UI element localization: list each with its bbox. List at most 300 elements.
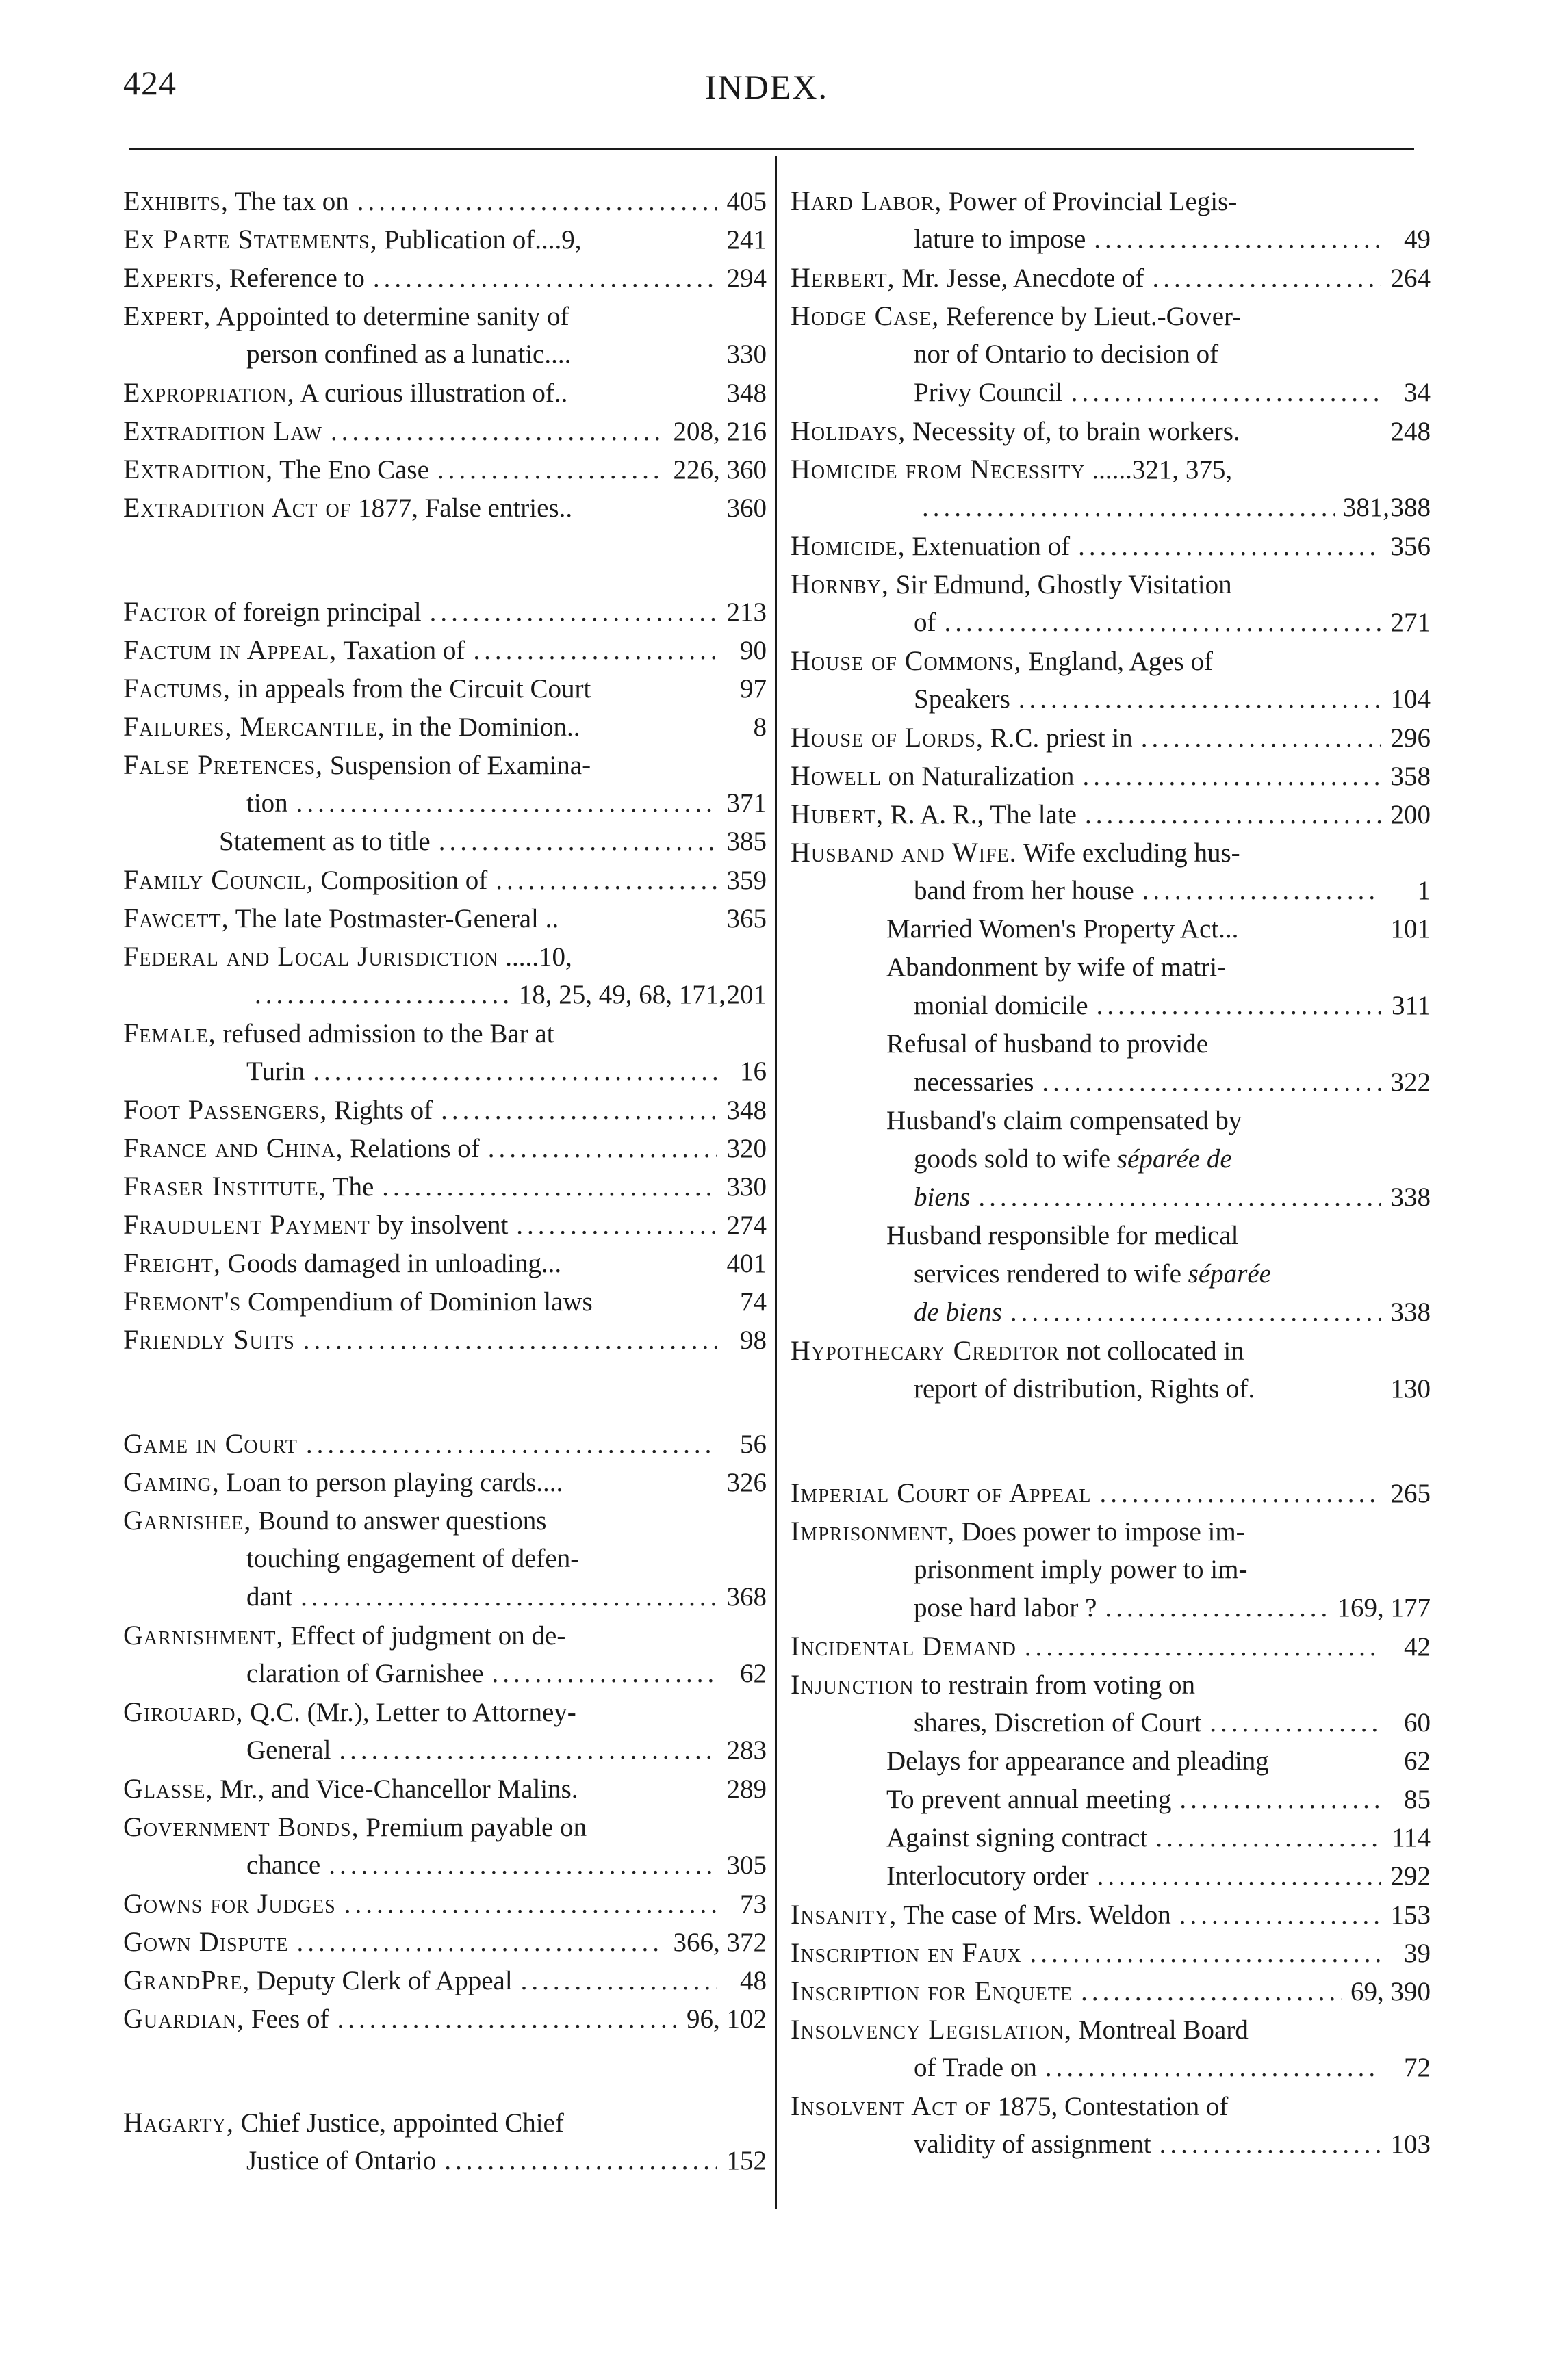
entry-text [246,784,288,823]
index-entry [791,1896,1431,1934]
entry-text [123,1808,587,1847]
entry-body: in the Dominion.. [392,712,580,742]
entry-text [914,2125,1151,2164]
entry-line [791,1666,1431,1704]
index-entry [123,1167,767,1206]
entry-body: The Eno Case [279,455,429,484]
entry-heading: Hodge Case, [791,300,940,331]
entry-line [791,987,1431,1025]
entry-text [791,412,1240,451]
index-entry [123,1321,767,1359]
entry-body: A curious illustration of.. [300,378,568,408]
entry-line [791,642,1431,680]
entry-text [791,1666,1195,1705]
page-reference: 226, 360 [673,455,767,484]
page-reference: 62 [1404,1746,1431,1776]
page-reference: 104 [1390,684,1431,714]
entry-body: on Naturalization [888,762,1075,791]
page-reference: 152 [726,2146,767,2175]
entry-line [791,1102,1431,1140]
index-entry [791,1627,1431,1666]
index-entry [791,757,1431,795]
entry-body: Premium payable on [366,1813,587,1842]
entry-text [886,1781,1171,1819]
entry-heading: Insanity, [791,1899,897,1930]
dot-leader [255,976,511,1014]
page-reference: 16 [740,1057,767,1086]
entry-body: Statement as to title [219,827,431,856]
entry-text [791,1512,1245,1551]
entry-body: Deputy Clerk of Appeal [257,1966,513,1995]
entry-body: Mr. Jesse, Anecdote of [901,263,1144,293]
index-entry [123,259,767,297]
entry-heading: Expropriation, [123,377,295,408]
entry-heading: House of Lords, [791,722,984,753]
index-entry [123,489,767,527]
index-entry [791,795,1431,833]
entry-body: in appeals from the Circuit Court [237,674,591,703]
entry-line [123,1655,767,1693]
dot-leader [473,632,717,670]
page-reference: 39 [1404,1939,1431,1968]
index-entry [123,2104,767,2180]
entry-text [123,861,487,900]
dot-leader [1179,1781,1381,1819]
entry-line [123,259,767,297]
page-reference: 114 [1391,1823,1431,1852]
entry-body: Mr., and Vice-Chancellor Malins. [220,1774,578,1804]
page-reference: 326 [726,1468,767,1497]
index-entry [123,593,767,631]
index-entry [791,1217,1431,1332]
index-entry [123,1425,767,1463]
entry-line [123,1091,767,1129]
entry-line [123,1578,767,1616]
index-entry [123,1693,767,1770]
entry-text [791,2010,1249,2049]
page-reference: 359 [726,866,767,895]
entry-heading: Extradition, [123,454,274,484]
entry-heading: Freight, [123,1247,221,1278]
entry-line [791,2010,1431,2049]
entry-line [123,1693,767,1731]
entry-heading: Homicide from Necessity [791,454,1086,484]
dot-leader [444,2142,717,2180]
entry-line [123,220,767,259]
dot-leader [1097,1857,1381,1896]
entry-line [123,297,767,335]
entry-body: Taxation of [343,636,465,665]
index-entry [123,1463,767,1501]
entry-heading: House of Commons, [791,645,1022,676]
entry-heading: Glasse, [123,1773,214,1804]
entry-heading: Hard Labor, [791,185,943,216]
entry-line [791,2125,1431,2164]
entry-line [123,1244,767,1282]
entry-heading: Insolvency Legislation, [791,2014,1073,2045]
page-reference: 360 [726,493,767,523]
index-entry [123,937,767,1014]
entry-heading: Foot Passengers, [123,1094,328,1125]
entry-body: Power of Provincial Legis- [948,187,1238,216]
entry-text [246,335,571,374]
page-reference: 320 [726,1134,767,1163]
index-entry [791,412,1431,450]
entry-line [123,1052,767,1091]
entry-text [123,1425,298,1464]
entry-body: Effect of judgment on de- [290,1621,566,1651]
entry-line [791,2087,1431,2125]
index-entry [123,669,767,708]
page-reference: 62 [740,1659,767,1688]
entry-text [791,642,1213,681]
page-reference: 322 [1390,1068,1431,1097]
entry-text [246,1846,320,1885]
dot-leader [1085,796,1381,834]
entry-line [791,1217,1431,1255]
entry-line [791,1742,1431,1781]
entry-body: Goods damaged in unloading... [227,1249,562,1278]
entry-line [123,374,767,412]
dot-leader [1155,1819,1381,1857]
entry-line [791,182,1431,220]
index-entry [123,1501,767,1616]
index-entry [123,1770,767,1808]
entry-text [914,1589,1097,1627]
entry-text [123,899,559,938]
index-entry [791,1781,1431,1819]
index-entry [791,833,1431,910]
index-entry [123,861,767,899]
entry-body: To prevent annual meeting [886,1785,1172,1814]
dot-leader [357,183,717,221]
entry-text [123,1244,561,1283]
entry-line [123,746,767,784]
entry-line [791,948,1431,987]
page-reference: 274 [726,1211,767,1240]
entry-text [914,1140,1232,1178]
entry-line [123,1808,767,1846]
entry-heading: Expert, [123,300,212,331]
dot-leader [516,1206,717,1245]
index-entry [791,719,1431,757]
entry-line [791,833,1431,872]
index-entry [791,1972,1431,2010]
entry-body: 1877, False entries.. [358,493,573,523]
entry-body: of [914,608,936,637]
entry-line [791,450,1431,489]
entry-text [123,1616,565,1655]
dot-leader [1142,872,1381,910]
entry-heading: Extradition Act of [123,492,352,523]
entry-body: pose hard labor ? [914,1593,1097,1622]
entry-text [123,669,591,708]
entry-body: prisonment imply power to im- [914,1555,1248,1584]
entry-text [123,1923,289,1962]
page-reference: 265 [1390,1479,1431,1508]
entry-body: Speakers [914,684,1010,714]
index-entry [791,450,1431,527]
dot-leader [521,1962,717,2000]
entry-line [791,872,1431,910]
index-entry [791,182,1431,259]
entry-body: .....10, [505,942,572,972]
entry-line [123,182,767,220]
entry-line [791,1512,1431,1551]
right-column [791,182,1431,2164]
entry-line [791,2049,1431,2087]
index-entry [791,1934,1431,1972]
page-reference: 271 [1390,608,1431,637]
entry-heading: Friendly Suits [123,1324,295,1355]
page-reference: 289 [726,1774,767,1804]
dot-leader [1019,680,1381,719]
entry-body: Abandonment by wife of matri- [886,953,1227,982]
entry-heading: Gaming, [123,1466,220,1497]
entry-line [123,1540,767,1578]
entry-text [246,1655,484,1693]
entry-text [123,220,582,259]
index-entry [123,182,767,220]
entry-text [791,182,1237,221]
entry-body: Refusal of husband to provide [886,1029,1209,1059]
index-entry [123,631,767,669]
index-entry [123,1885,767,1923]
entry-body: report of distribution, Rights of. [914,1374,1255,1404]
entry-line [791,680,1431,719]
entry-body: Interlocutory order [886,1861,1089,1891]
entry-line [123,1321,767,1359]
entry-text [123,1885,336,1924]
dot-leader [313,1052,717,1091]
entry-body: lature to impose [914,224,1086,254]
entry-body: chance [246,1850,321,1880]
page-reference: 401 [726,1249,767,1278]
entry-text [123,1961,513,2000]
entry-line [791,604,1431,642]
entry-heading: Holidays, [791,415,906,446]
page-reference: 101 [1390,914,1431,944]
entry-text [791,259,1144,298]
entry-line [791,565,1431,604]
entry-line [123,1129,767,1167]
entry-text [123,1501,546,1540]
entry-body: Against signing contract [886,1823,1148,1852]
entry-text [123,450,429,489]
entry-heading: Factor [123,596,207,627]
entry-line [123,937,767,976]
entry-line [791,412,1431,450]
entry-heading: Fraudulent Payment [123,1209,370,1240]
page-reference: 103 [1390,2130,1431,2159]
entry-body: shares, Discretion of Court [914,1708,1202,1737]
dot-leader [382,1168,717,1206]
dot-leader [1105,1589,1329,1627]
entry-heading: Hornby, [791,569,889,599]
index-entry [791,642,1431,719]
page-reference: 311 [1391,991,1431,1020]
entry-text [123,746,591,785]
dot-leader [1179,1896,1381,1935]
entry-line [791,374,1431,412]
entry-line [791,1255,1431,1293]
index-entry [123,823,767,861]
entry-text [246,1731,331,1770]
entry-text [886,1742,1269,1781]
index-entry [123,1129,767,1167]
entry-text [914,335,1218,374]
dot-leader [1078,528,1381,566]
index-entry [123,374,767,412]
dot-leader [1010,1293,1381,1332]
entry-line [123,1770,767,1808]
dot-leader [331,413,665,451]
dot-leader [488,1130,717,1168]
dot-leader [492,1655,717,1693]
entry-heading: Inscription for Enquete [791,1976,1073,2006]
page-reference: 90 [740,636,767,665]
entry-line [791,1704,1431,1742]
entry-heading: Factums, [123,673,231,703]
entry-line [791,1972,1431,2010]
index-entry [123,297,767,374]
section-gap [123,527,767,593]
entry-text [791,1972,1073,2011]
entry-text [886,910,1238,948]
entry-body: goods sold to wife séparée de [914,1144,1232,1174]
entry-text [791,565,1232,604]
entry-body: Compendium of Dominion laws [248,1287,593,1317]
entry-text [914,1178,970,1217]
index-entry [123,2000,767,2038]
entry-text [914,1704,1201,1742]
entry-heading: Fawcett, [123,903,229,933]
entry-text [123,1167,374,1206]
entry-body: Appointed to determine sanity of [216,302,569,331]
dot-leader [296,784,717,823]
entry-text [914,872,1134,910]
entry-text [123,1693,576,1732]
entry-line [123,899,767,937]
page-reference: 371 [726,788,767,818]
entry-heading: Exhibits, [123,185,229,216]
entry-text [914,1551,1247,1589]
index-entry [791,1857,1431,1896]
index-entry [123,1206,767,1244]
entry-text [791,795,1077,834]
page-reference: 98 [740,1325,767,1355]
entry-heading: Gown Dispute [123,1926,289,1957]
entry-heading: Family Council, [123,864,314,895]
entry-text [886,1217,1238,1255]
entry-text [246,1578,292,1616]
index-entry [123,746,767,823]
entry-text [791,1896,1171,1935]
entry-line [791,297,1431,335]
entry-body: Extenuation of [912,532,1071,561]
entry-line [123,1846,767,1885]
entry-line [123,1282,767,1321]
index-entry [791,2087,1431,2164]
page-reference: 305 [726,1850,767,1880]
entry-line [123,450,767,489]
page-reference: 338 [1390,1182,1431,1212]
entry-text [886,1102,1242,1140]
entry-text [123,489,572,528]
page-reference: 348 [726,1096,767,1125]
entry-text [791,297,1241,336]
entry-line [791,489,1431,527]
dot-leader [945,604,1382,642]
entry-body: 1875, Contestation of [997,2092,1229,2121]
index-entry [791,1666,1431,1742]
entry-line [791,757,1431,795]
entry-line [791,527,1431,565]
entry-heading: Garnishee, [123,1505,252,1536]
dot-leader [339,1731,717,1770]
entry-line [791,1857,1431,1896]
entry-line [791,1781,1431,1819]
index-entry [791,565,1431,642]
entry-heading: Inscription en Faux [791,1937,1022,1968]
entry-body: de biens [914,1297,1002,1327]
index-entry [791,948,1431,1025]
entry-line [123,1206,767,1244]
entry-text [914,374,1063,412]
entry-body: Delays for appearance and pleading [886,1746,1269,1776]
entry-text [123,593,422,632]
entry-heading: France and China, [123,1133,344,1163]
entry-body: Necessity of, to brain workers. [912,417,1240,446]
entry-body: Composition of [320,866,488,895]
dot-leader [1160,2125,1381,2164]
entry-line [791,1474,1431,1512]
entry-text [791,2087,1228,2126]
entry-text [123,297,569,336]
entry-text [123,708,580,747]
entry-heading: Factum in Appeal, [123,634,337,665]
entry-heading: Experts, [123,262,222,293]
entry-text [1343,489,1390,527]
entry-heading: Garnishment, [123,1620,284,1651]
index-entry [791,910,1431,948]
entry-line [123,861,767,899]
dot-leader [437,451,665,489]
entry-body: Reference to [229,263,365,293]
entry-line [123,823,767,861]
entry-body: The case of Mrs. Weldon [903,1900,1171,1930]
entry-line [123,412,767,450]
index-entry [791,259,1431,297]
page-number: 424 [123,64,177,102]
entry-body: Husband's claim compensated by [886,1106,1242,1135]
entry-heading: Insolvent Act of [791,2091,991,2121]
entry-body: refused admission to the Bar at [222,1019,554,1048]
dot-leader [1081,1973,1342,2011]
entry-heading: Government Bonds, [123,1811,359,1842]
page-reference: 96, 102 [687,2004,767,2034]
entry-body: Married Women's Property Act... [886,914,1239,944]
entry-text [123,1091,433,1130]
page-reference: 8 [753,712,767,742]
entry-body: Husband responsible for medical [886,1221,1239,1250]
entry-heading: Husband and Wife. [791,837,1017,868]
page-reference: 241 [726,225,767,255]
entry-heading: Hubert, [791,799,884,829]
entry-line [791,1293,1431,1332]
page-reference: 248 [1390,417,1431,446]
entry-text [914,1063,1034,1102]
